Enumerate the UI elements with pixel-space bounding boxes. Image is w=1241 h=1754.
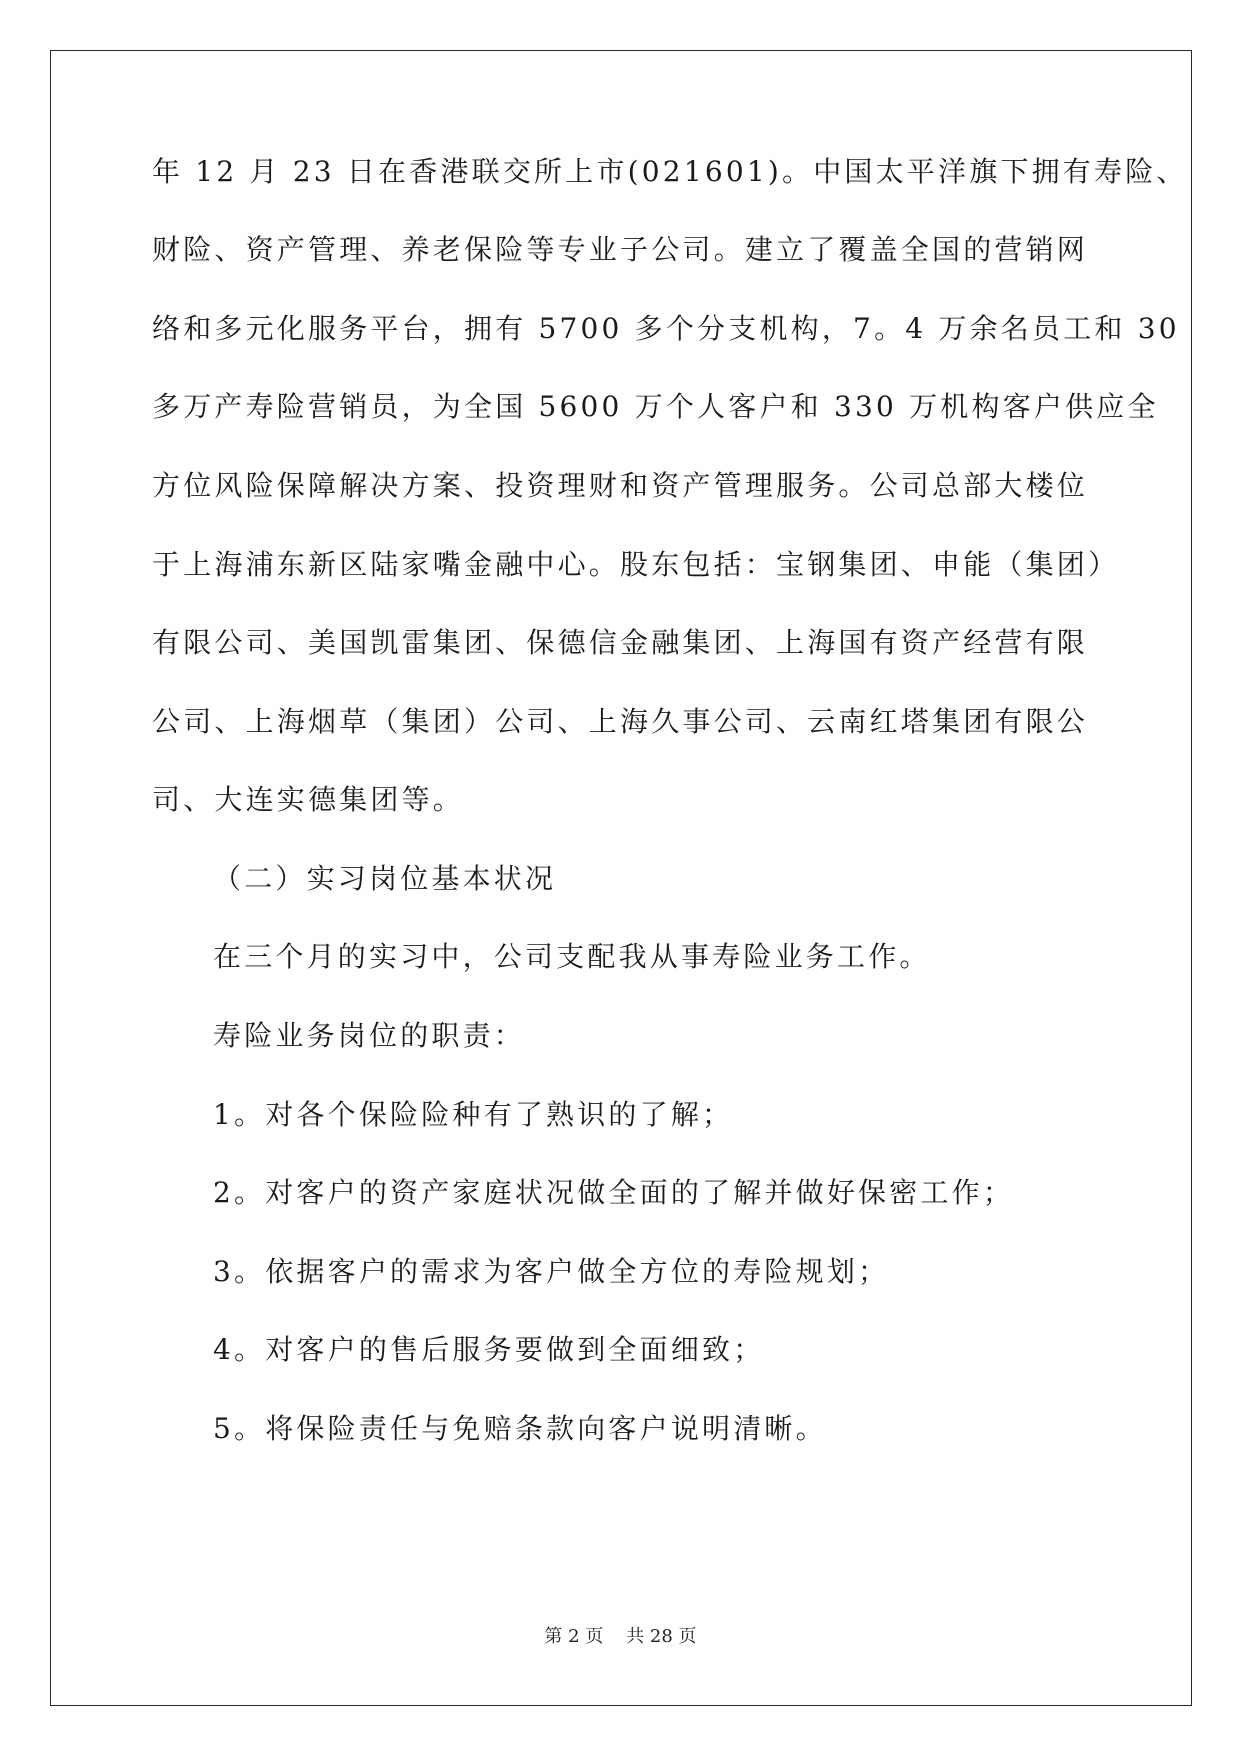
paragraph-line: 有限公司、美国凯雷集团、保德信金融集团、上海国有资产经营有限 [152,626,1089,659]
duty-item: 5。将保险责任与免赔条款向客户说明清晰。 [213,1412,827,1445]
duty-item: 2。对客户的资产家庭状况做全面的了解并做好保密工作； [213,1176,1015,1209]
paragraph-line: 于上海浦东新区陆家嘴金融中心。股东包括：宝钢集团、申能（集团） [152,548,1120,581]
paragraph-line: 络和多元化服务平台，拥有 5700 多个分支机构，7。4 万余名员工和 30 [152,312,1180,345]
paragraph-line: 司、大连实德集团等。 [152,783,465,816]
duties-title: 寿险业务岗位的职责： [213,1019,526,1052]
duty-item: 1。对各个保险险种有了熟识的了解； [213,1098,734,1131]
intro-text: 在三个月的实习中，公司支配我从事寿险业务工作。 [213,940,931,973]
paragraph-line: 财险、资产管理、养老保险等专业子公司。建立了覆盖全国的营销网 [152,233,1089,266]
duty-item: 4。对客户的售后服务要做到全面细致； [213,1333,765,1366]
duty-item: 3。依据客户的需求为客户做全方位的寿险规划； [213,1255,890,1288]
page-number-footer: 第 2 页 共 28 页 [544,1626,697,1647]
section-heading: （二）实习岗位基本状况 [213,862,557,895]
paragraph-line: 方位风险保障解决方案、投资理财和资产管理服务。公司总部大楼位 [152,469,1089,502]
paragraph-line: 公司、上海烟草（集团）公司、上海久事公司、云南红塔集团有限公 [152,705,1089,738]
paragraph-line: 多万产寿险营销员，为全国 5600 万个人客户和 330 万机构客户供应全 [152,390,1159,423]
paragraph-line: 年 12 月 23 日在香港联交所上市(021601)。中国太平洋旗下拥有寿险、 [152,155,1188,188]
